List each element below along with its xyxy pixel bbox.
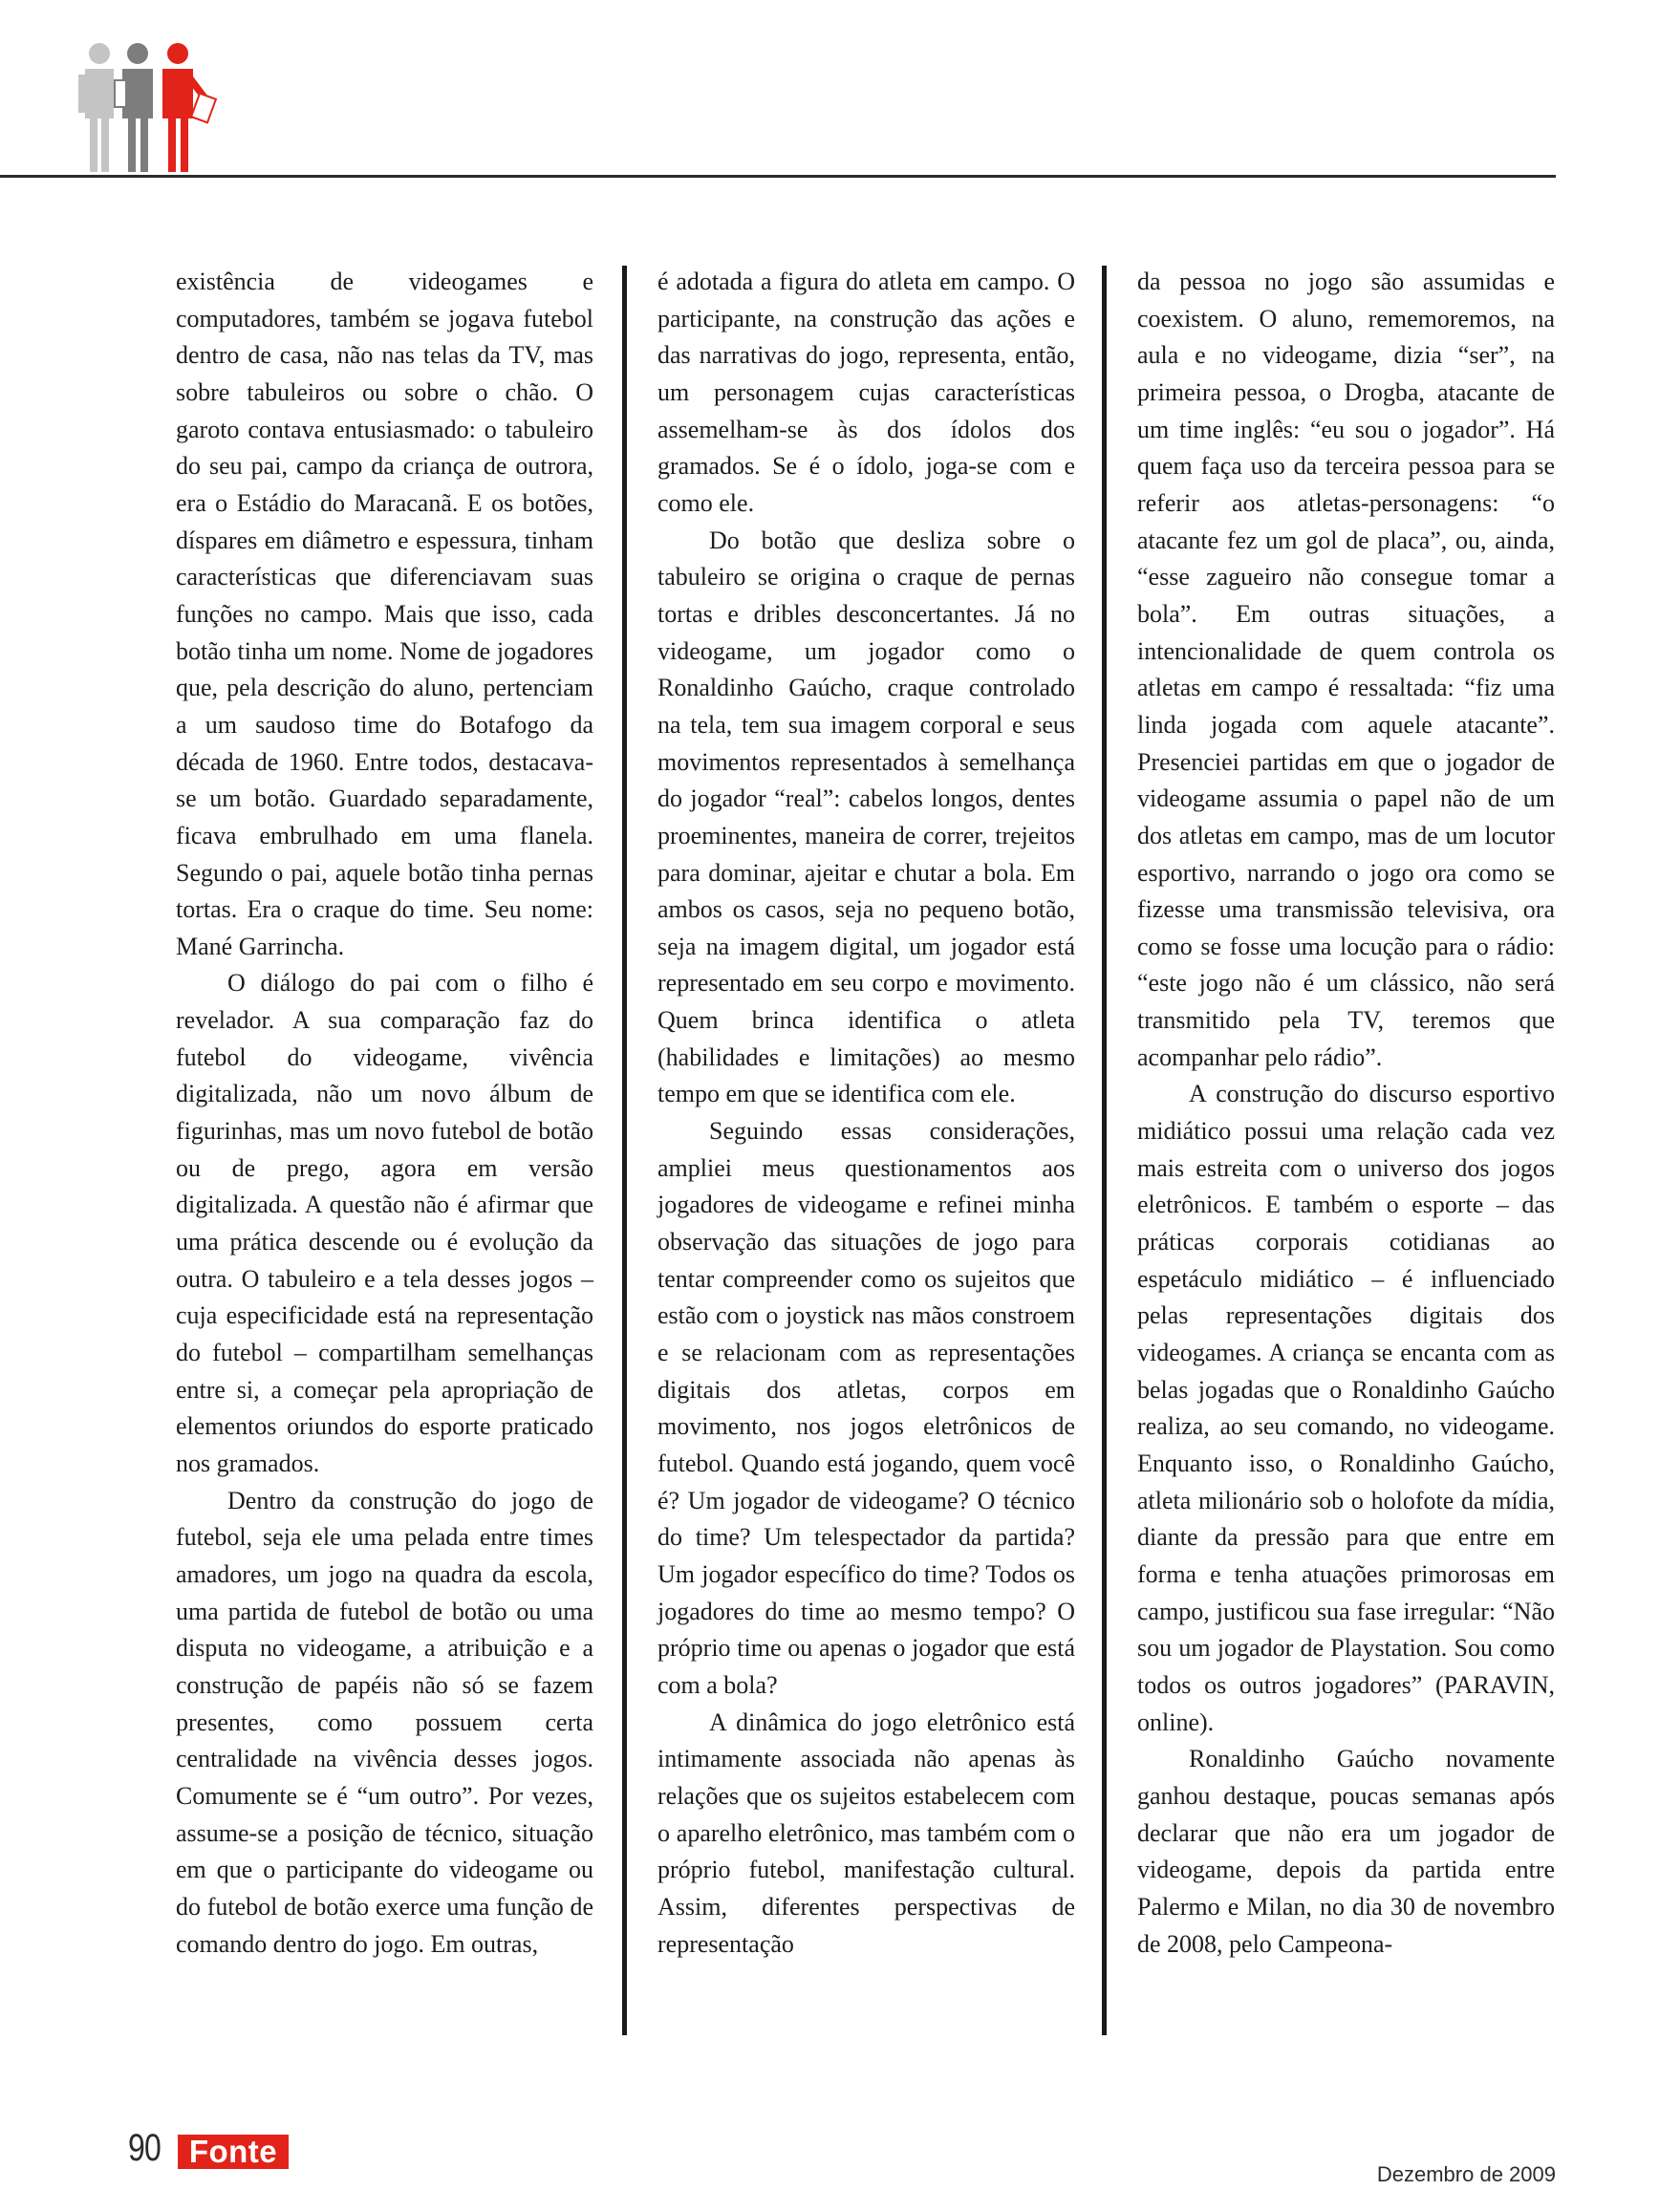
- paragraph: Do botão que desliza sobre o tabuleiro se origina o craque de pernas tortas e dribles desconcertantes. Já no videogame, um jogador como o Ronaldinho Gaúcho, craque controlado na tela, tem sua imagem corporal e seus movimentos representados à semelhança do jogador “real”: cabelos longos, dentes proeminentes, maneira de correr, trejeitos para dominar, ajeitar e chutar a bola. Em ambos os casos, seja no pequeno botão, seja na imagem digital, um jogador está representado em seu corpo e movimento. Quem brinca identifica o atleta (habilidades e limitações) ao mesmo tempo em que se identifica com ele.: [657, 526, 1075, 1108]
- paragraph: existência de videogames e computadores, também se jogava futebol dentro de casa, não nas telas da TV, mas sobre tabuleiros ou sobre o chão. O garoto contava entusiasmado: o tabuleiro do seu pai, campo da criança de outrora, era o Estádio do Maracanã. E os botões, díspares em diâmetro e espessura, tinham características que diferenciavam suas funções no campo. Mais que isso, cada botão tinha um nome. Nome de jogadores que, pela descrição do aluno, pertenciam a um saudoso time do Botafogo da década de 1960. Entre todos, destacava-se um botão. Guardado separadamente, ficava embrulhado em uma flanela. Segundo o pai, aquele botão tinha pernas tortas. Era o craque do time. Seu nome: Mané Garrincha.: [176, 268, 593, 960]
- three-people-figures-icon: [78, 42, 222, 182]
- header-rule: [0, 175, 1556, 178]
- paragraph: Ronaldinho Gaúcho novamente ganhou destaque, poucas semanas após declarar que não era um jogador de videogame, depois da partida entre Palermo e Milan, no dia 30 de novembro de 2008, pelo Campeona-: [1137, 1745, 1555, 1958]
- text-column-2: [657, 264, 1075, 1963]
- paragraph: A construção do discurso esportivo midiático possui uma relação cada vez mais estreita com o universo dos jogos eletrônicos. E também o esporte – das práticas corporais cotidianas ao espetáculo midiático – é influenciado pelas representações digitais dos videogames. A criança se encanta com as belas jogadas que o Ronaldinho Gaúcho realiza, ao seu comando, no videogame. Enquanto isso, o Ronaldinho Gaúcho, atleta milionário sob o holofote da mídia, diante da pressão para que entre em forma e tenha atuações primorosas em campo, justificou sua fase irregular: “Não sou um jogador de Playstation. Sou como todos os outros jogadores” (PARAVIN, online).: [1137, 1080, 1555, 1736]
- page-number: 90: [128, 2127, 161, 2169]
- paragraph: é adotada a figura do atleta em campo. O participante, na construção das ações e das narrativas do jogo, representa, então, um personagem cujas características assemelham-se às dos ídolos dos gramados. Se é o ídolo, joga-se com e como ele.: [657, 268, 1075, 517]
- column-divider: [622, 266, 627, 2035]
- paragraph: Dentro da construção do jogo de futebol, seja ele uma pelada entre times amadores, um jogo na quadra da escola, uma partida de futebol de botão ou uma disputa no videogame, a atribuição e a construção de papéis não só se fazem presentes, como possuem certa centralidade na vivência desses jogos. Comumente se é “um outro”. Por vezes, assume-se a posição de técnico, situação em que o participante do videogame ou do futebol de botão exerce uma função de comando dentro do jogo. Em outras,: [176, 1486, 593, 1958]
- paragraph: O diálogo do pai com o filho é revelador. A sua comparação faz do futebol do videogame, vivência digitalizada, não um novo álbum de figurinhas, mas um novo futebol de botão ou de prego, agora em versão digitalizada. A questão não é afirmar que uma prática descende ou é evolução da outra. O tabuleiro e a tela desses jogos – cuja especificidade está na representação do futebol – compartilham semelhanças entre si, a começar pela apropriação de elementos oriundos do esporte praticado nos gramados.: [176, 969, 593, 1477]
- text-column-3: [1137, 264, 1555, 1963]
- paragraph: A dinâmica do jogo eletrônico está intimamente associada não apenas às relações que os sujeitos estabelecem com o aparelho eletrônico, mas também com o próprio futebol, manifestação cultural. Assim, diferentes perspectivas de representação: [657, 1707, 1075, 1958]
- column-divider: [1102, 266, 1107, 2035]
- magazine-logo: Fonte: [178, 2135, 289, 2169]
- issue-date: Dezembro de 2009: [1376, 2162, 1556, 2186]
- paragraph: da pessoa no jogo são assumidas e coexistem. O aluno, rememoremos, na aula e no videogame, dizia “ser”, na primeira pessoa, o Drogba, atacante de um time inglês: “eu sou o jogador”. Há quem faça uso da terceira pessoa para se referir aos atletas-personagens: “o atacante fez um gol de placa”, ou, ainda, “esse zagueiro não consegue tomar a bola”. Em outras situações, a intencionalidade de quem controla os atletas em campo é ressaltada: “fiz uma linda jogada com aquele atacante”. Presenciei partidas em que o jogador de videogame assumia o papel não de um dos atletas em campo, mas de um locutor esportivo, narrando o jogo ora como se fizesse uma transmissão televisiva, ora como se fosse uma locução para o rádio: “este jogo não é um clássico, não será transmitido pela TV, teremos que acompanhar pelo rádio”.: [1137, 268, 1555, 1071]
- paragraph: Seguindo essas considerações, ampliei meus questionamentos aos jogadores de videogame e refinei minha observação das situações de jogo para tentar compreender como os sujeitos que estão com o joystick nas mãos constroem e se relacionam com as representações digitais dos atletas, corpos em movimento, nos jogos eletrônicos de futebol. Quando está jogando, quem você é? Um jogador de videogame? O técnico do time? Um telespectador da partida? Um jogador específico do time? Todos os jogadores do time ao mesmo tempo? O próprio time ou apenas o jogador que está com a bola?: [657, 1117, 1075, 1699]
- text-column-1: [176, 264, 593, 1963]
